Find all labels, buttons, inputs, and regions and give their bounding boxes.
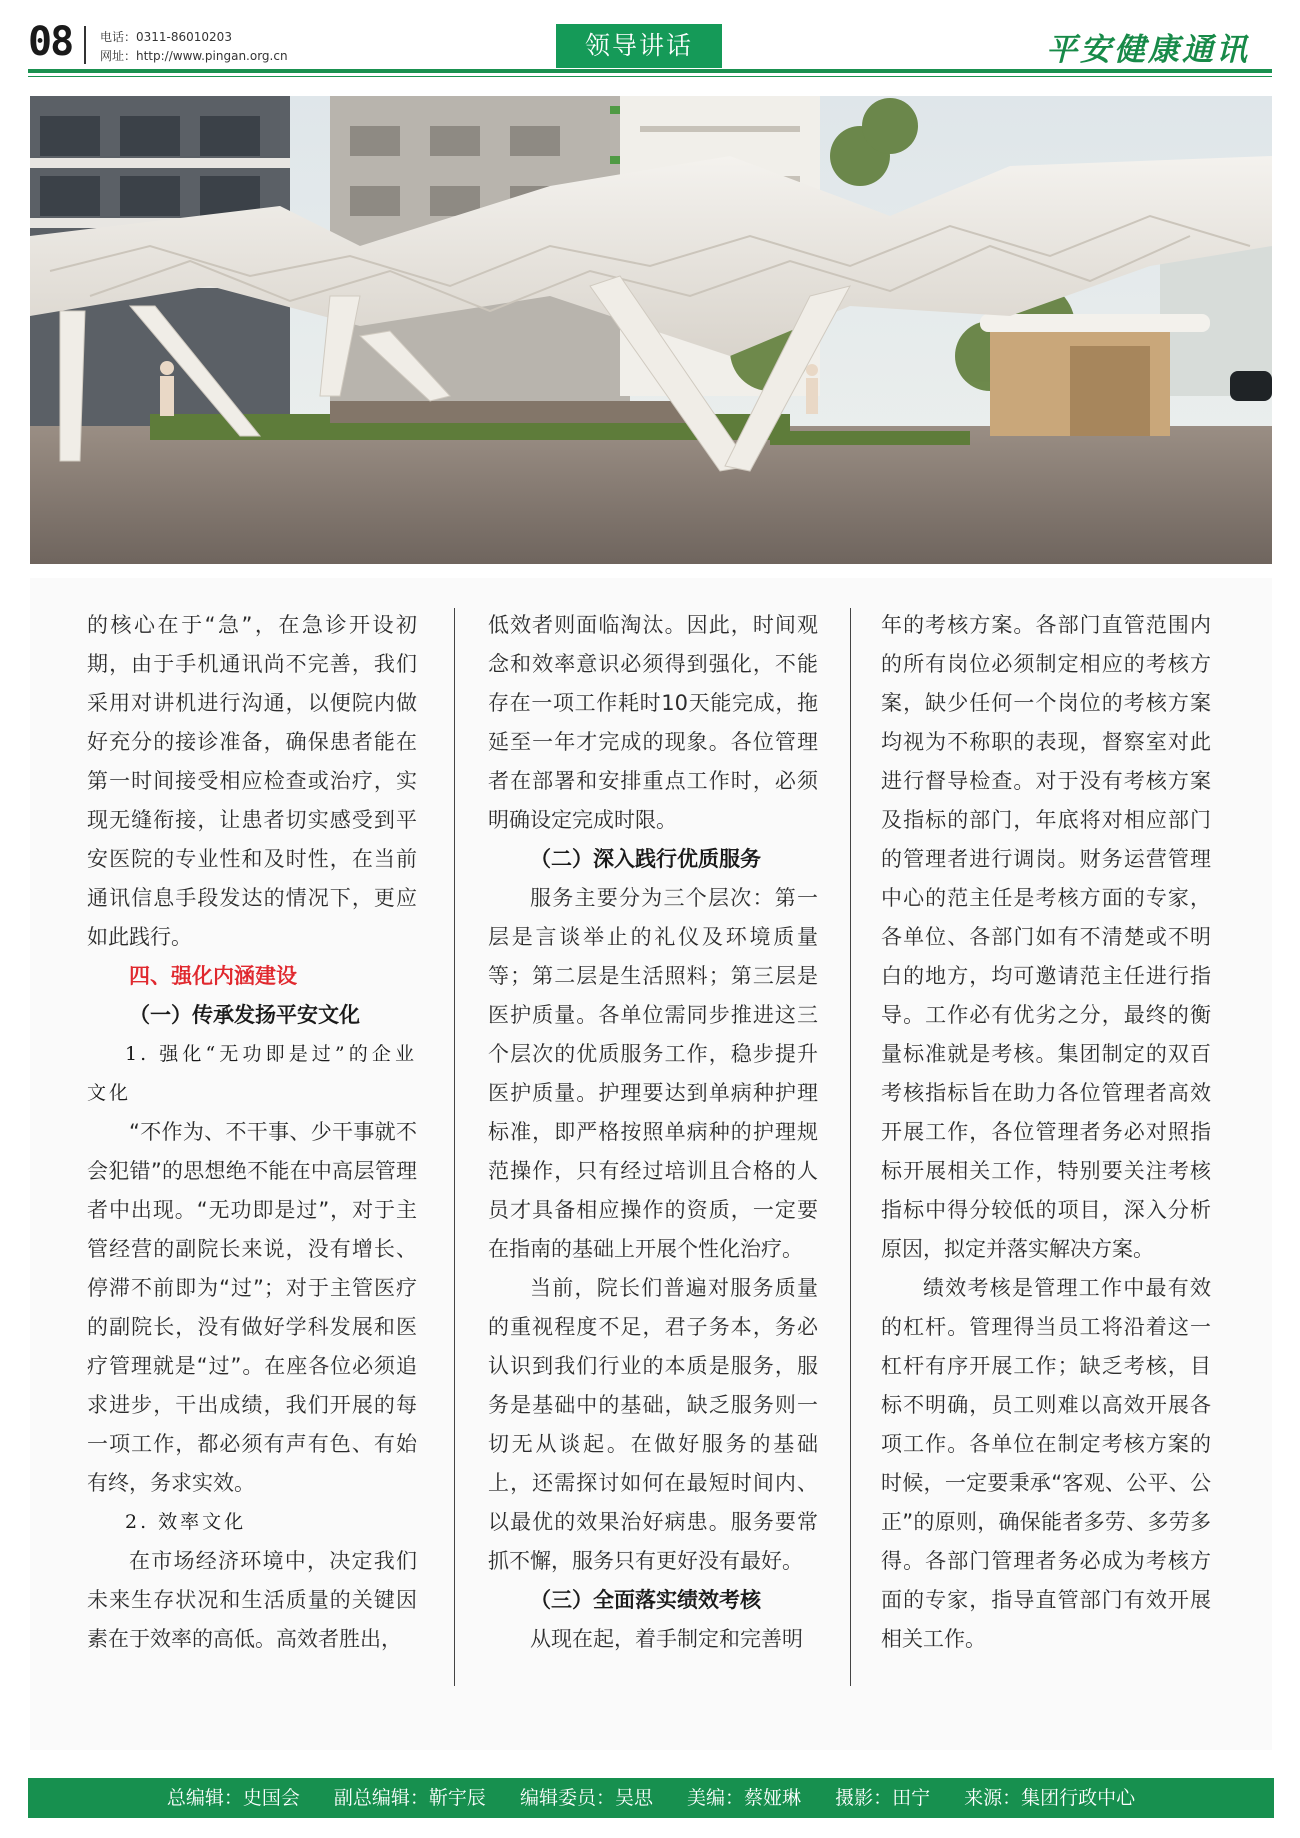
header-rule [28, 69, 1272, 73]
article-column-3 [881, 606, 1211, 1659]
credit-photography: 摄影：田宁 [835, 1787, 931, 1809]
contact-info [100, 28, 288, 66]
article-column-1 [87, 606, 417, 1659]
paragraph: 的核心在于“急”，在急诊开设初期，由于手机通讯尚不完善，我们采用对讲机进行沟通，以便院内做好充分的接诊准备，确保患者能在第一时间接受相应检查或治疗，实现无缝衔接，让患者切实感受到平安医院的专业性和及时性，在当前通讯信息手段发达的情况下，更应如此践行。 [87, 613, 417, 949]
item-heading: 2. 效率文化 [125, 1511, 247, 1533]
subsection-heading: （三）全面落实绩效考核 [530, 1588, 761, 1612]
article-body [30, 578, 1272, 1750]
header-rule-thin [28, 76, 1272, 77]
header-divider [84, 26, 86, 64]
credit-chief-editor: 总编辑：史国会 [166, 1787, 300, 1809]
paragraph: 从现在起，着手制定和完善明 [530, 1627, 803, 1651]
credit-source: 来源：集团行政中心 [964, 1787, 1136, 1809]
paragraph: 在市场经济环境中，决定我们未来生存状况和生活质量的关键因素在于效率的高低。高效者胜出， [87, 1549, 417, 1651]
column-divider-2 [850, 608, 851, 1686]
credit-art-editor: 美编：蔡娅琳 [687, 1787, 802, 1809]
column-divider-1 [454, 608, 455, 1686]
section-heading: 四、强化内涵建设 [129, 964, 297, 988]
credit-committee: 编辑委员：吴思 [519, 1787, 653, 1809]
website-link[interactable]: 网址：http://www.pingan.org.cn [100, 49, 288, 63]
paragraph: 年的考核方案。各部门直管范围内的所有岗位必须制定相应的考核方案，缺少任何一个岗位的考核方案均视为不称职的表现，督察室对此进行督导检查。对于没有考核方案及指标的部门，年底将对相应部门的管理者进行调岗。财务运营管理中心的范主任是考核方面的专家，各单位、各部门如有不清楚或不明白的地方，均可邀请范主任进行指导。工作必有优劣之分，最终的衡量标准就是考核。集团制定的双百考核指标旨在助力各位管理者高效开展工作，各位管理者务必对照指标开展相关工作，特别要关注考核指标中得分较低的项目，深入分析原因，拟定并落实解决方案。 [881, 613, 1211, 1261]
page-header [0, 0, 1300, 80]
paragraph: 当前，院长们普遍对服务质量的重视程度不足，君子务本，务必认识到我们行业的本质是服务，服务是基础中的基础，缺乏服务则一切无从谈起。在做好服务的基础上，还需探讨如何在最短时间内、以最优的效果治好病患。服务要常抓不懈，服务只有更好没有最好。 [488, 1276, 818, 1573]
article-column-2 [488, 606, 818, 1659]
subsection-heading: （一）传承发扬平安文化 [129, 1003, 360, 1027]
section-title: 领导讲话 [556, 24, 722, 68]
publication-title: 平安健康通讯 [1046, 32, 1250, 68]
paragraph: “不作为、不干事、少干事就不会犯错”的思想绝不能在中高层管理者中出现。“无功即是过”，对于主管经营的副院长来说，没有增长、停滞不前即为“过”；对于主管医疗的副院长，没有做好学科发展和医疗管理就是“过”。在座各位必须追求进步，干出成绩，我们开展的每一项工作，都必须有声有色、有始有终，务求实效。 [87, 1120, 417, 1495]
item-heading: 1. 强化“无功即是过”的企业文化 [87, 1043, 417, 1104]
page-number: 08 [28, 19, 73, 65]
paragraph: 绩效考核是管理工作中最有效的杠杆。管理得当员工将沿着这一杠杆有序开展工作；缺乏考核，目标不明确，员工则难以高效开展各项工作。各单位在制定考核方案的时候，一定要秉承“客观、公平、公正”的原则，确保能者多劳、多劳多得。各部门管理者务必成为考核方面的专家，指导直管部门有效开展相关工作。 [881, 1276, 1211, 1651]
hero-rendering [30, 96, 1272, 564]
paragraph: 服务主要分为三个层次：第一层是言谈举止的礼仪及环境质量等；第二层是生活照料；第三层是医护质量。各单位需同步推进这三个层次的优质服务工作，稳步提升医护质量。护理要达到单病种护理标准，即严格按照单病种的护理规范操作，只有经过培训且合格的人员才具备相应操作的资质，一定要在指南的基础上开展个性化治疗。 [488, 886, 818, 1261]
subsection-heading: （二）深入践行优质服务 [530, 847, 761, 871]
credit-deputy-editor: 副总编辑：靳宇辰 [333, 1787, 486, 1809]
phone-text: 电话：0311-86010203 [100, 30, 232, 44]
paragraph: 低效者则面临淘汰。因此，时间观念和效率意识必须得到强化，不能存在一项工作耗时10天能完成，拖延至一年才完成的现象。各位管理者在部署和安排重点工作时，必须明确设定完成时限。 [488, 613, 818, 832]
credits-footer [28, 1778, 1274, 1818]
